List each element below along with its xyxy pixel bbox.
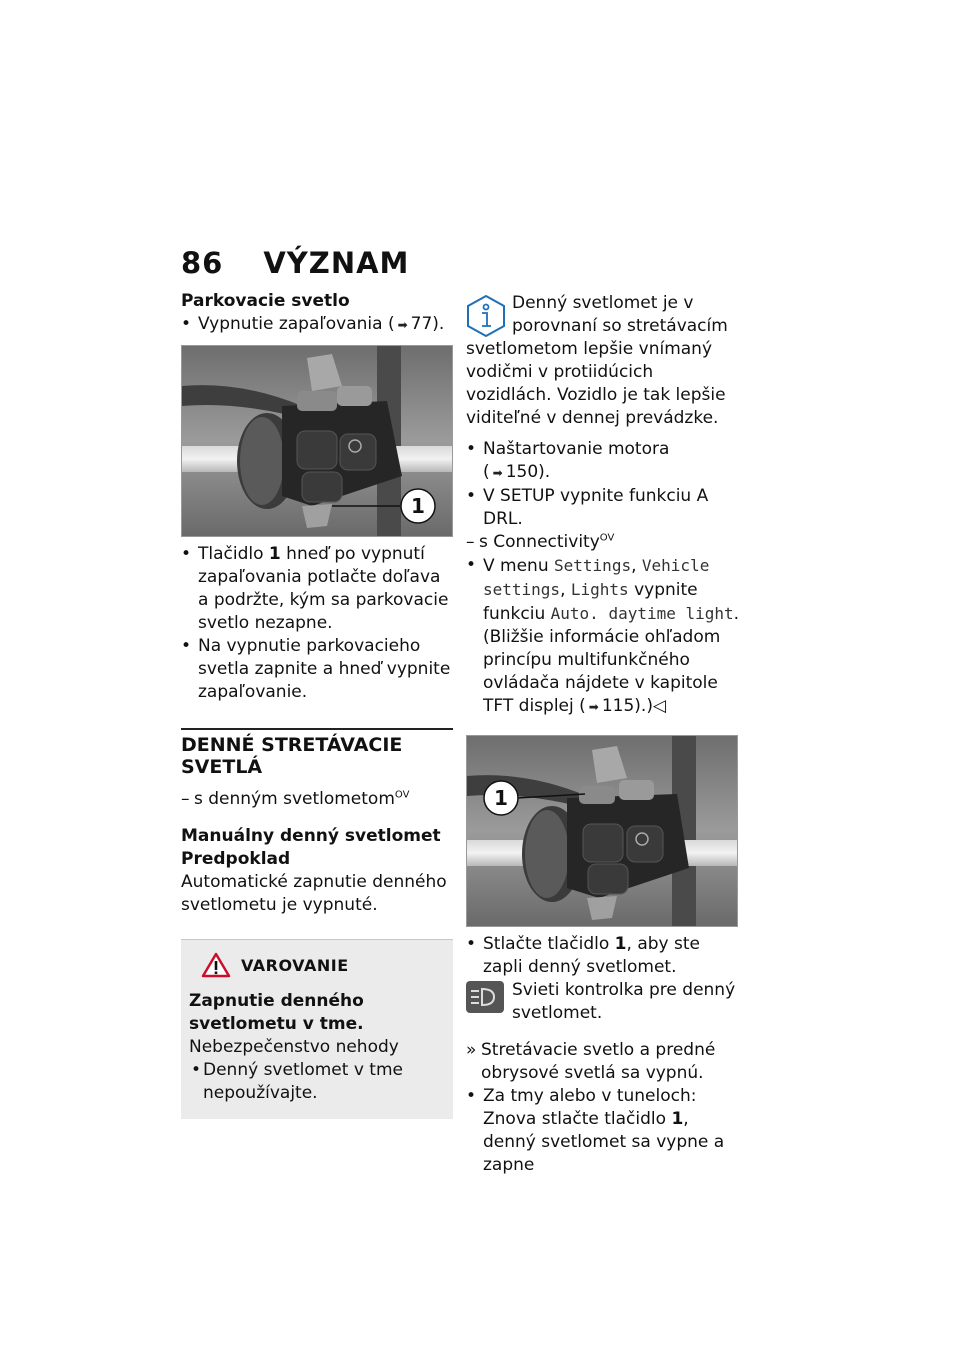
page-title: VÝZNAM	[263, 246, 410, 280]
daytime-light-indicator-icon	[466, 981, 504, 1013]
menu-item-lights: Lights	[570, 580, 629, 599]
with-drl-condition: – s denným svetlometom$^{OV}$	[181, 788, 453, 811]
end-mark: ◁	[652, 696, 667, 716]
ignition-off-bullet: • Vypnutie zapaľovania ( ➡ 77).	[181, 313, 453, 337]
menu-item-auto-daytime-light: Auto. daytime light	[550, 604, 734, 623]
page-ref-arrow-icon: ➡	[492, 466, 503, 480]
setup-bullet: • V SETUP vypnite funkciu A DRL.	[466, 485, 741, 531]
page-ref: 77	[410, 314, 433, 334]
warning-triangle-icon	[201, 952, 231, 978]
page-ref-arrow-icon: ➡	[397, 318, 408, 332]
ov-mark: OV	[394, 789, 410, 801]
result-text: » Stretávacie svetlo a predné obrysové svetlá sa vypnú.	[466, 1039, 741, 1085]
left-column	[181, 290, 453, 1119]
warning-box	[181, 939, 453, 1119]
switch-off-bullet: • Na vypnutie parkovacieho svetla zapnite a hneď vypnite zapaľovanie.	[181, 635, 453, 704]
menu-bullet: • V menu Settings, Vehicle settings, Lights vypnite funkciu Auto. daytime light. (Bližšie informácie ohľadom princípu multifunkčného ovládača nájdete v kapitole TFT displej ( ➡ 115).)◁	[466, 554, 741, 719]
start-engine-bullet: • Naštartovanie motora ( ➡ 150).	[466, 438, 741, 485]
indicator-note	[466, 979, 741, 1025]
page-ref: 150	[505, 462, 539, 482]
press-button-bullet: • Tlačidlo 1 hneď po vypnutí zapaľovania potlačte doľava a podržte, kým sa parkovacie svetlo nezapne.	[181, 543, 453, 635]
parking-light-heading: Parkovacie svetlo	[181, 291, 350, 311]
warning-header	[189, 952, 445, 978]
page-ref-arrow-icon: ➡	[588, 700, 599, 714]
warning-bullet: • Denný svetlomet v tme nepoužívajte.	[189, 1059, 445, 1105]
info-text-rest: svetlometom lepšie vnímaný vodičmi v protiidúcich vozidlách. Vozidlo je tak lepšie viditeľné v dennej prevádzke.	[466, 339, 726, 428]
connectivity-condition: – s Connectivity$^{OV}$	[466, 531, 741, 554]
callout-number: 1	[411, 494, 425, 518]
info-icon	[466, 294, 506, 338]
info-note	[466, 292, 741, 338]
handlebar-switch-photo-2	[466, 735, 738, 927]
manual-drl-heading: Manuálny denný svetlomet	[181, 826, 441, 846]
callout-number: 1	[494, 786, 508, 810]
page-ref: 115	[601, 696, 635, 716]
warning-label: VAROVANIE	[241, 955, 349, 975]
dark-tunnel-bullet: • Za tmy alebo v tuneloch: Znova stlačte tlačidlo 1, denný svetlomet sa vypne a zapne	[466, 1085, 741, 1177]
info-text-first: Denný svetlomet je v porovnaní so stretávacím	[512, 293, 728, 336]
menu-item-vehicle-settings: Vehicle settings	[483, 556, 710, 599]
menu-item-settings: Settings	[554, 556, 632, 575]
right-column	[466, 292, 741, 1177]
warning-text: Nebezpečenstvo nehody	[189, 1037, 399, 1057]
page-header	[181, 246, 409, 280]
prerequisite-text: Automatické zapnutie denného svetlometu je vypnuté.	[181, 872, 447, 915]
prerequisite-heading: Predpoklad	[181, 849, 291, 869]
warning-title: Zapnutie denného svetlometu v tme.	[189, 991, 364, 1034]
section-title: DENNÉ STRETÁVACIE SVETLÁ	[181, 728, 453, 778]
page-number: 86	[181, 246, 224, 280]
handlebar-switch-photo	[181, 345, 453, 537]
press-button-bullet: • Stlačte tlačidlo 1, aby ste zapli denný svetlomet.	[466, 933, 741, 979]
ov-mark: OV	[599, 532, 615, 544]
indicator-text: Svieti kontrolka pre denný svetlomet.	[512, 980, 736, 1023]
